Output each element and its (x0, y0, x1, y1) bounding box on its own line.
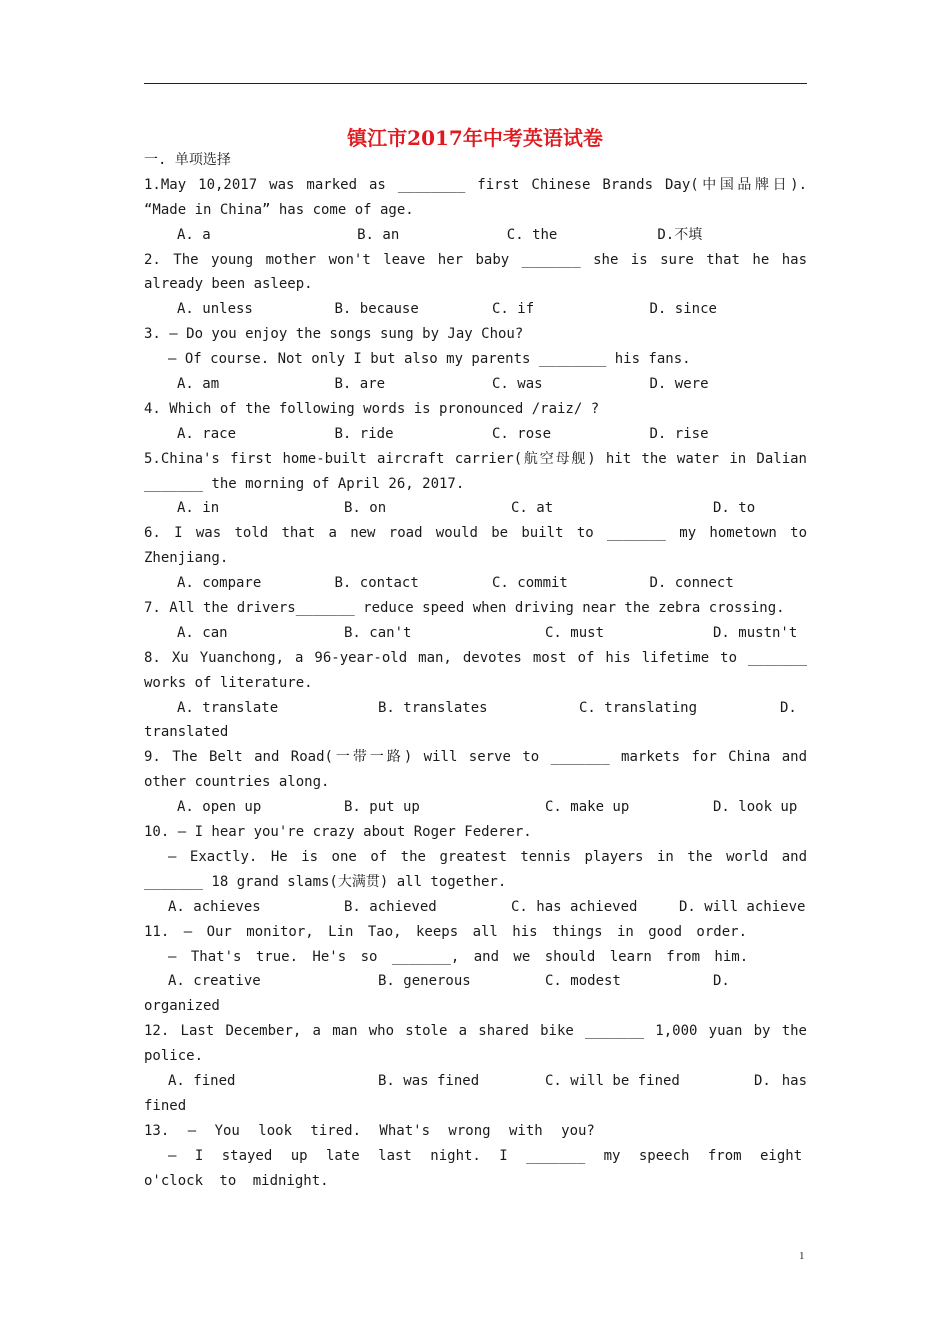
option-d: D. will achieve (679, 898, 806, 915)
option-d: D. connect (649, 575, 734, 592)
option-d: D. has (754, 1072, 807, 1089)
question-12-option-d-cont: fined (144, 1097, 187, 1114)
option-b: B. can't (344, 624, 412, 641)
option-c: C. commit (492, 575, 568, 592)
option-c: C. translating (579, 699, 698, 716)
option-d: D. look up (713, 799, 798, 816)
option-b: B. on (344, 500, 387, 517)
question-12-text-cont: police. (144, 1048, 204, 1065)
question-12-text: 12. Last December, a man who stole a shared bike _______ 1,000 yuan by the (144, 1023, 807, 1040)
question-9-text: 9. The Belt and Road(一带一路) will serve to _______ markets for China and (144, 749, 807, 766)
question-5-text-cont: _______ the morning of April 26, 2017. (144, 475, 465, 492)
option-a: A. a (177, 226, 211, 243)
question-13-text-cont: — I stayed up late last night. I _______ my speech from eight (168, 1147, 803, 1164)
question-10-text-cont: — Exactly. He is one of the greatest tennis players in the world and (168, 848, 807, 865)
option-c: C. at (511, 500, 554, 517)
option-d: D. were (649, 376, 709, 393)
question-11-options (144, 969, 807, 994)
question-10-text-cont2: _______ 18 grand slams(大满贯) all together. (144, 873, 507, 890)
section-heading: 一. 单项选择 (144, 152, 231, 168)
option-c: C. make up (545, 799, 630, 816)
option-d: D. since (649, 301, 717, 318)
question-5-text: 5.China's first home-built aircraft carrier(航空母舰) hit the water in Dalian (144, 450, 807, 467)
option-b: B. an (357, 226, 400, 243)
question-5-options (144, 496, 807, 521)
option-b: B. achieved (344, 898, 437, 915)
option-d: D. (780, 699, 797, 716)
option-c: C. modest (545, 973, 621, 990)
option-d: D. rise (649, 425, 709, 442)
exam-content (144, 148, 807, 1193)
question-11-text-cont: — That's true. He's so _______, and we should learn from him. (168, 948, 749, 965)
option-a: A. in (177, 500, 220, 517)
question-8-option-d-cont: translated (144, 724, 229, 741)
option-c: C. will be fined (545, 1072, 680, 1089)
option-a: A. creative (168, 973, 261, 990)
option-a: A. am (177, 376, 220, 393)
question-1-text: 1.May 10,2017 was marked as ________ first Chinese Brands Day(中国品牌日). (144, 176, 807, 193)
option-c: C. the (506, 226, 558, 243)
option-b: B. are (334, 376, 386, 393)
option-b: B. generous (378, 973, 471, 990)
question-13-text: 13. — You look tired. What's wrong with you? (144, 1122, 595, 1139)
header-rule (144, 83, 807, 84)
question-2-options (144, 297, 807, 322)
option-d: D. to (713, 500, 756, 517)
option-a: A. race (177, 425, 237, 442)
option-b: B. because (334, 301, 419, 318)
option-d: D. mustn't (713, 624, 798, 641)
option-b: B. contact (334, 575, 419, 592)
option-a: A. unless (177, 301, 253, 318)
option-d: D.不填 (657, 226, 703, 243)
option-c: C. if (492, 301, 535, 318)
option-b: B. translates (378, 699, 488, 716)
question-4-text: 4. Which of the following words is pronounced /raiz/ ? (144, 400, 600, 417)
question-13-text-cont2: o'clock to midnight. (144, 1172, 329, 1189)
option-c: C. was (492, 376, 543, 393)
question-7-options (144, 621, 807, 646)
question-6-text-cont: Zhenjiang. (144, 550, 229, 567)
question-9-options (144, 795, 807, 820)
option-a: A. compare (177, 575, 262, 592)
question-6-options (144, 571, 807, 596)
question-7-text: 7. All the drivers_______ reduce speed when driving near the zebra crossing. (144, 600, 785, 617)
question-8-text-cont: works of literature. (144, 674, 313, 691)
question-11-option-d-cont: organized (144, 998, 220, 1015)
option-c: C. must (545, 624, 605, 641)
question-2-text: 2. The young mother won't leave her baby _______ she is sure that he has (144, 251, 807, 268)
option-a: A. can (177, 624, 228, 641)
option-a: A. fined (168, 1072, 236, 1089)
question-4-options (144, 422, 807, 447)
question-3-text: 3. — Do you enjoy the songs sung by Jay Chou? (144, 326, 524, 343)
option-b: B. put up (344, 799, 420, 816)
option-c: C. has achieved (511, 898, 638, 915)
question-1-text-cont: “Made in China” has come of age. (144, 201, 414, 218)
option-c: C. rose (492, 425, 552, 442)
page-title: 镇江市2017年中考英语试卷 (347, 126, 603, 150)
question-12-options (144, 1069, 807, 1094)
question-2-text-cont: already been asleep. (144, 276, 313, 293)
option-d: D. (713, 973, 730, 990)
option-a: A. translate (177, 699, 279, 716)
option-a: A. achieves (168, 898, 261, 915)
option-b: B. was fined (378, 1072, 480, 1089)
option-a: A. open up (177, 799, 262, 816)
question-1-options (144, 223, 807, 248)
question-6-text: 6. I was told that a new road would be built to _______ my hometown to (144, 525, 807, 542)
question-3-options (144, 372, 807, 397)
question-10-text: 10. — I hear you're crazy about Roger Federer. (144, 824, 532, 841)
question-9-text-cont: other countries along. (144, 774, 330, 791)
question-11-text: 11. — Our monitor, Lin Tao, keeps all his things in good order. (144, 923, 748, 940)
question-8-text: 8. Xu Yuanchong, a 96-year-old man, devotes most of his lifetime to _______ (144, 649, 807, 666)
question-8-options (144, 696, 807, 721)
page-number: 1 (799, 1250, 805, 1262)
question-10-options (144, 895, 807, 920)
option-b: B. ride (334, 425, 394, 442)
question-3-text-cont: — Of course. Not only I but also my parents ________ his fans. (168, 351, 691, 368)
